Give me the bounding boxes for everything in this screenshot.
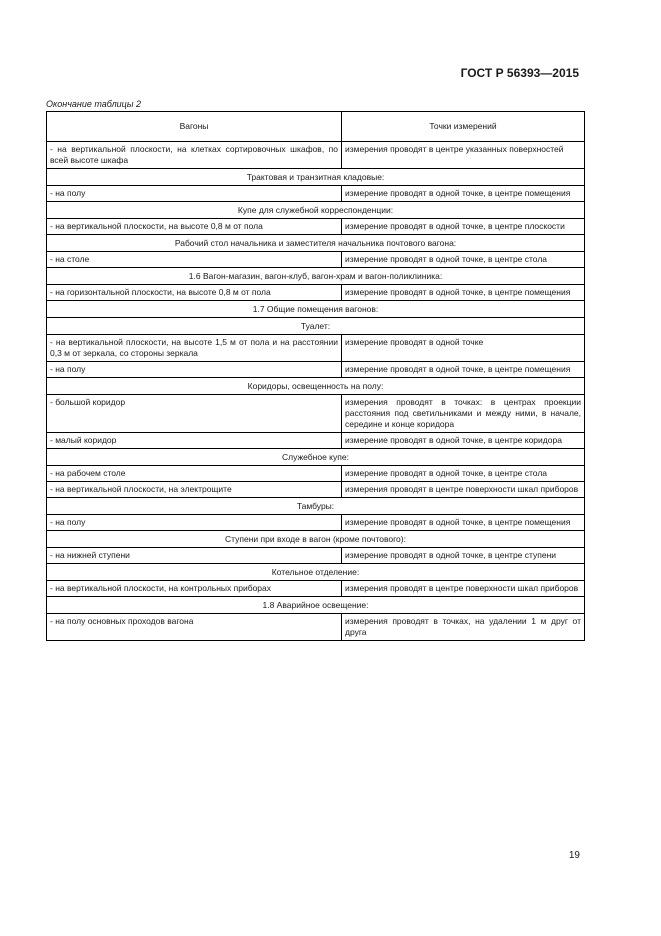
wagon-location-cell: - на полу <box>47 515 342 531</box>
section-heading-row <box>47 531 585 548</box>
measurement-points-table <box>46 111 585 641</box>
table-header-row <box>47 112 585 142</box>
table-row <box>47 482 585 498</box>
wagon-location-cell: - большой коридор <box>47 395 342 433</box>
wagon-location-cell: - на вертикальной плоскости, на высоте 0,8 м от пола <box>47 219 342 235</box>
section-heading: Туалет: <box>47 318 585 335</box>
section-heading-row <box>47 564 585 581</box>
section-heading-row <box>47 597 585 614</box>
table-row <box>47 515 585 531</box>
measurement-point-cell: измерение проводят в одной точке, в центре помещения <box>342 515 585 531</box>
table-row <box>47 614 585 641</box>
table-row <box>47 186 585 202</box>
section-heading-row <box>47 318 585 335</box>
wagon-location-cell: - на столе <box>47 252 342 268</box>
measurement-point-cell: измерения проводят в точках: в центрах проекции расстояния под светильниками и между ними, в начале, середине и конце коридора <box>342 395 585 433</box>
section-heading-row <box>47 301 585 318</box>
wagon-location-cell: - на полу <box>47 362 342 378</box>
section-heading-row <box>47 378 585 395</box>
wagon-location-cell: - на вертикальной плоскости, на высоте 1,5 м от пола и на расстоянии 0,3 м от зеркала, со стороны зеркала <box>47 335 342 362</box>
section-heading-row <box>47 169 585 186</box>
wagon-location-cell: - на рабочем столе <box>47 466 342 482</box>
column-header-measurement-points: Точки измерений <box>342 112 585 142</box>
measurement-point-cell: измерение проводят в одной точке, в центре помещения <box>342 362 585 378</box>
section-heading-row <box>47 268 585 285</box>
measurement-point-cell: измерение проводят в одной точке, в центре стола <box>342 466 585 482</box>
section-heading: Ступени при входе в вагон (кроме почтового): <box>47 531 585 548</box>
section-heading-row <box>47 202 585 219</box>
table-body <box>47 142 585 641</box>
section-heading: 1.7 Общие помещения вагонов: <box>47 301 585 318</box>
section-heading: 1.6 Вагон-магазин, вагон-клуб, вагон-храм и вагон-поликлиника: <box>47 268 585 285</box>
measurement-point-cell: измерение проводят в одной точке, в центре помещения <box>342 285 585 301</box>
wagon-location-cell: - на горизонтальной плоскости, на высоте 0,8 м от пола <box>47 285 342 301</box>
table-row <box>47 219 585 235</box>
measurement-point-cell: измерение проводят в одной точке, в центре коридора <box>342 433 585 449</box>
wagon-location-cell: - на вертикальной плоскости, на электрощите <box>47 482 342 498</box>
section-heading: Купе для служебной корреспонденции: <box>47 202 585 219</box>
measurement-point-cell: измерение проводят в одной точке, в центре ступени <box>342 548 585 564</box>
wagon-location-cell: - на нижней ступени <box>47 548 342 564</box>
table-row <box>47 548 585 564</box>
section-heading: Трактовая и транзитная кладовые: <box>47 169 585 186</box>
measurement-point-cell: измерение проводят в одной точке, в центре стола <box>342 252 585 268</box>
measurement-point-cell: измерение проводят в одной точке, в центре помещения <box>342 186 585 202</box>
wagon-location-cell: - на полу <box>47 186 342 202</box>
section-heading-row <box>47 498 585 515</box>
table-row <box>47 362 585 378</box>
wagon-location-cell: - на вертикальной плоскости, на клетках сортировочных шкафов, по всей высоте шкафа <box>47 142 342 169</box>
measurement-point-cell: измерение проводят в одной точке, в центре плоскости <box>342 219 585 235</box>
measurement-point-cell: измерение проводят в одной точке <box>342 335 585 362</box>
table-row <box>47 285 585 301</box>
section-heading: Тамбуры: <box>47 498 585 515</box>
wagon-location-cell: - малый коридор <box>47 433 342 449</box>
table-caption: Окончание таблицы 2 <box>46 99 141 109</box>
section-heading: Рабочий стол начальника и заместителя начальника почтового вагона: <box>47 235 585 252</box>
measurement-point-cell: измерения проводят в центре поверхности шкал приборов <box>342 482 585 498</box>
wagon-location-cell: - на вертикальной плоскости, на контрольных приборах <box>47 581 342 597</box>
section-heading: 1.8 Аварийное освещение: <box>47 597 585 614</box>
section-heading: Коридоры, освещенность на полу: <box>47 378 585 395</box>
table-row <box>47 466 585 482</box>
table-row <box>47 395 585 433</box>
measurement-point-cell: измерения проводят в точках, на удалении 1 м друг от друга <box>342 614 585 641</box>
section-heading-row <box>47 235 585 252</box>
table-row <box>47 335 585 362</box>
wagon-location-cell: - на полу основных проходов вагона <box>47 614 342 641</box>
column-header-wagons: Вагоны <box>47 112 342 142</box>
measurement-point-cell: измерения проводят в центре указанных поверхностей <box>342 142 585 169</box>
section-heading-row <box>47 449 585 466</box>
table-row <box>47 581 585 597</box>
section-heading: Котельное отделение: <box>47 564 585 581</box>
document-standard-number: ГОСТ Р 56393—2015 <box>460 66 579 80</box>
measurement-point-cell: измерения проводят в центре поверхности шкал приборов <box>342 581 585 597</box>
table-row <box>47 433 585 449</box>
table-row <box>47 252 585 268</box>
table-row <box>47 142 585 169</box>
page-number: 19 <box>568 850 580 861</box>
section-heading: Служебное купе: <box>47 449 585 466</box>
